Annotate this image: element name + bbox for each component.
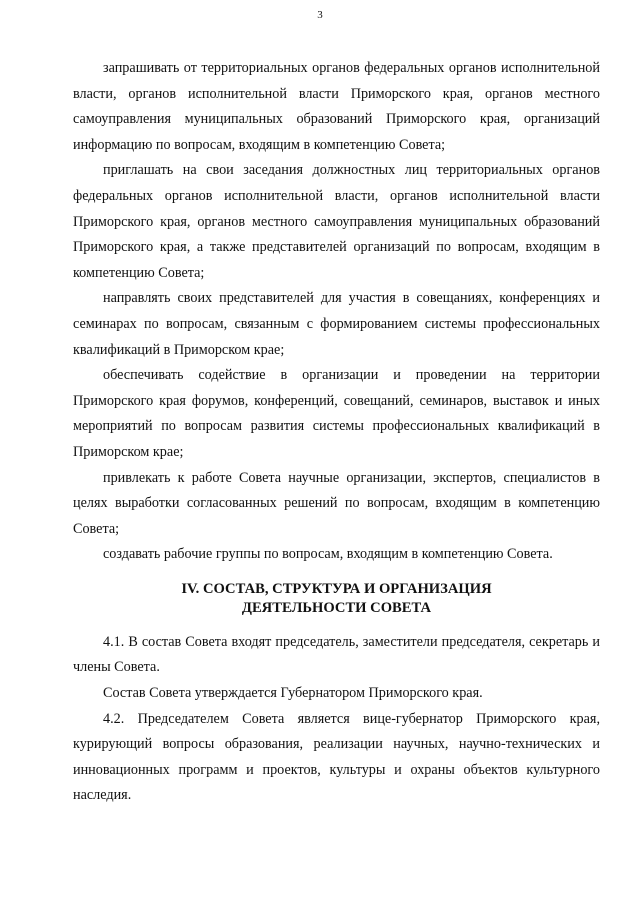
section-heading	[73, 580, 600, 618]
paragraph-4-2-chairman: 4.2. Председателем Совета является вице-губернатор Приморского края, курирующий вопросы образования, реализации научных, научно-технических и инновационных программ и проектов, культуры и охраны объектов культурного наследия.	[73, 710, 600, 804]
document-body	[73, 56, 600, 809]
paragraph-create-working-groups: создавать рабочие группы по вопросам, входящим в компетенцию Совета.	[103, 546, 553, 563]
paragraph-send-representatives: направлять своих представителей для участия в совещаниях, конференциях и семинарах по вопросам, связанным с формированием системы профессиональных квалификаций в Приморском крае;	[73, 290, 600, 358]
paragraph-4-1-composition: 4.1. В состав Совета входят председатель, заместители председателя, секретарь и члены Совета.	[73, 633, 600, 676]
paragraph-request-information: запрашивать от территориальных органов федеральных органов исполнительной власти, органов исполнительной власти Приморского края, органов местного самоуправления муниципальных образований Приморского края, организаций информацию по вопросам, входящим в компетенцию Совета;	[73, 60, 600, 153]
paragraph-invite-officials: приглашать на свои заседания должностных лиц территориальных органов федеральных органов исполнительной власти, органов исполнительной власти Приморского края, органов местного самоуправления муниципальных образований Приморского края, а также представителей организаций по вопросам, входящим в компетенцию Совета;	[73, 162, 600, 281]
section-heading-line-1: IV. СОСТАВ, СТРУКТУРА И ОРГАНИЗАЦИЯ	[181, 580, 492, 597]
section-heading-line-2: ДЕЯТЕЛЬНОСТИ СОВЕТА	[241, 599, 432, 616]
paragraph-assist-events: обеспечивать содействие в организации и проведении на территории Приморского края форумов, конференций, совещаний, семинаров, выставок и иных мероприятий по вопросам развития системы профессиональных квалификаций в Приморском крае;	[73, 367, 600, 460]
page-number: 3	[317, 9, 323, 21]
paragraph-involve-experts: привлекать к работе Совета научные организации, экспертов, специалистов в целях выработки согласованных решений по вопросам, входящим в компетенцию Совета;	[73, 469, 600, 537]
paragraph-composition-approval: Состав Совета утверждается Губернатором Приморского края.	[103, 685, 483, 702]
